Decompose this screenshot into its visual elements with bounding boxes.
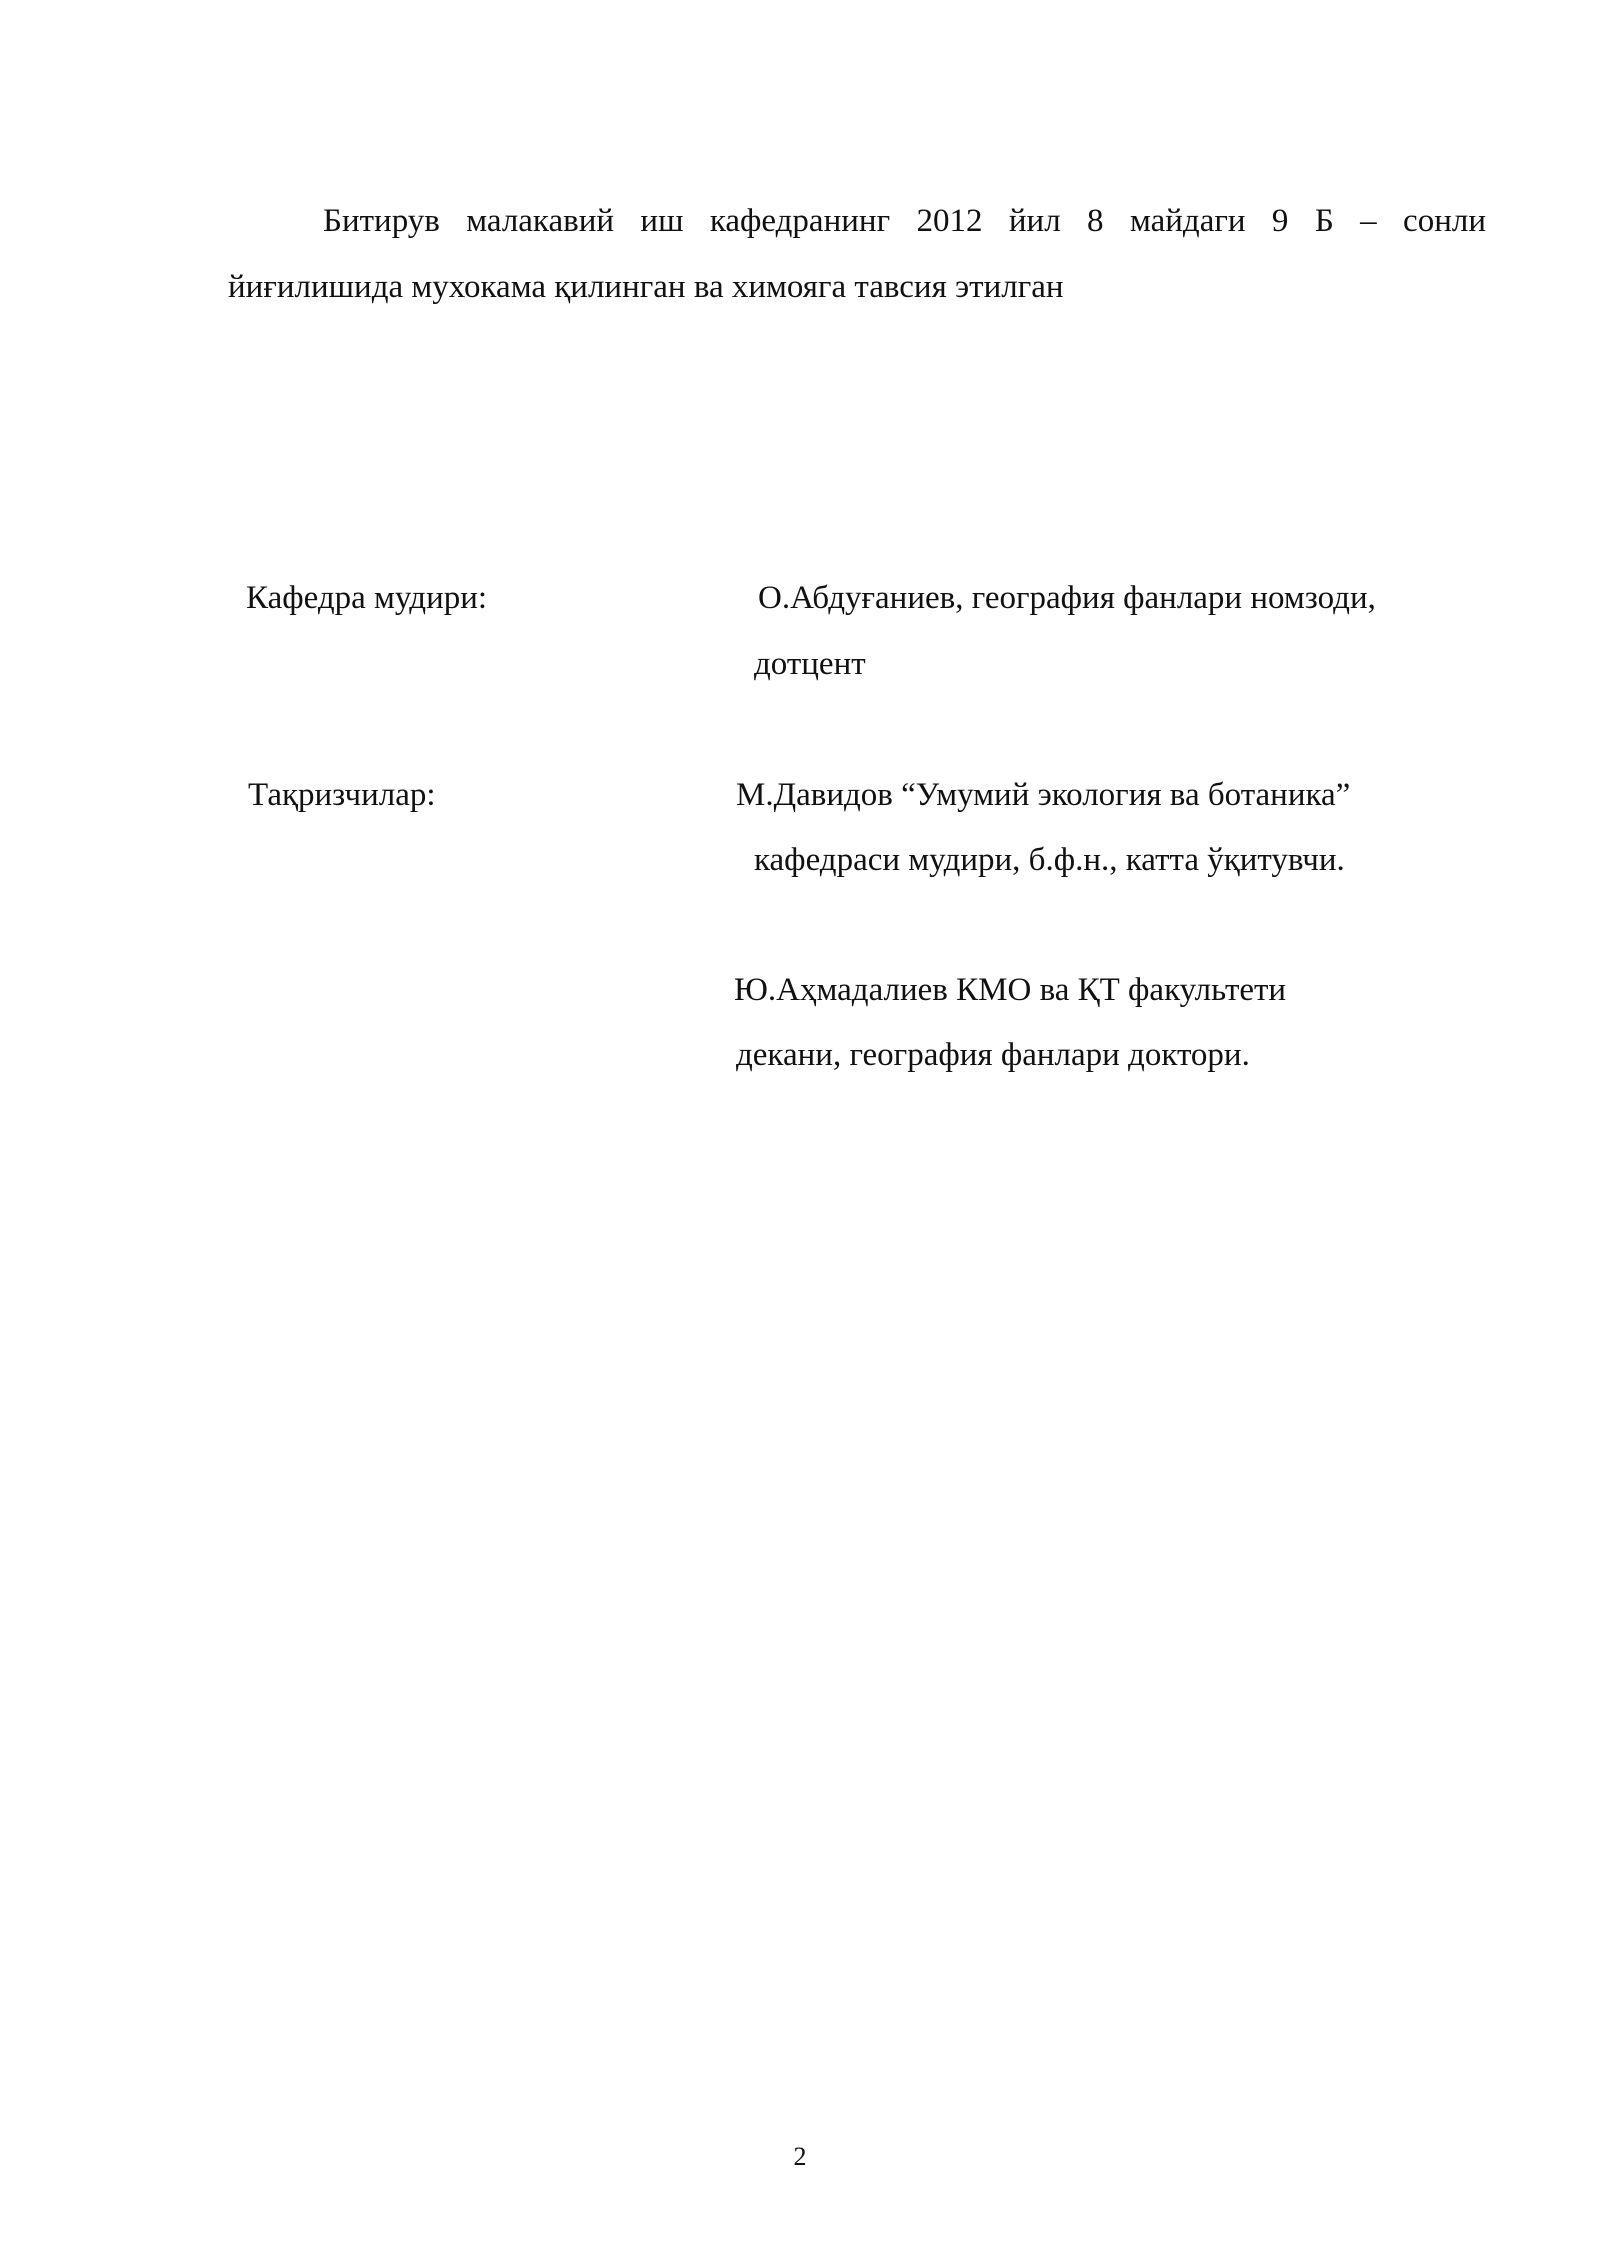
approval-line-1: Битирув малакавий иш кафедранинг 2012 йил 8 майдаги 9 Б – сонли — [323, 203, 1486, 239]
reviewer-2-name: Ю.Аҳмадалиев КМО ва ҚТ факультети — [734, 972, 1287, 1008]
reviewer-1-title: кафедраси мудири, б.ф.н., катта ўқитувчи. — [754, 842, 1345, 878]
approval-line-2: йиғилишида мухокама қилинган ва химояга тавсия этилган — [228, 269, 1064, 305]
reviewer-2-title: декани, география фанлари доктори. — [736, 1037, 1250, 1073]
head-of-department-name: О.Абдуғаниев, география фанлари номзоди, — [758, 580, 1376, 616]
reviewers-label: Тақризчилар: — [248, 777, 436, 813]
approval-paragraph — [228, 188, 1486, 320]
reviewer-1-name: М.Давидов “Умумий экология ва ботаника” — [736, 777, 1351, 813]
page-number: 2 — [793, 2142, 807, 2171]
head-of-department-title: дотцент — [754, 646, 866, 682]
head-of-department-label: Кафедра мудири: — [246, 580, 488, 616]
